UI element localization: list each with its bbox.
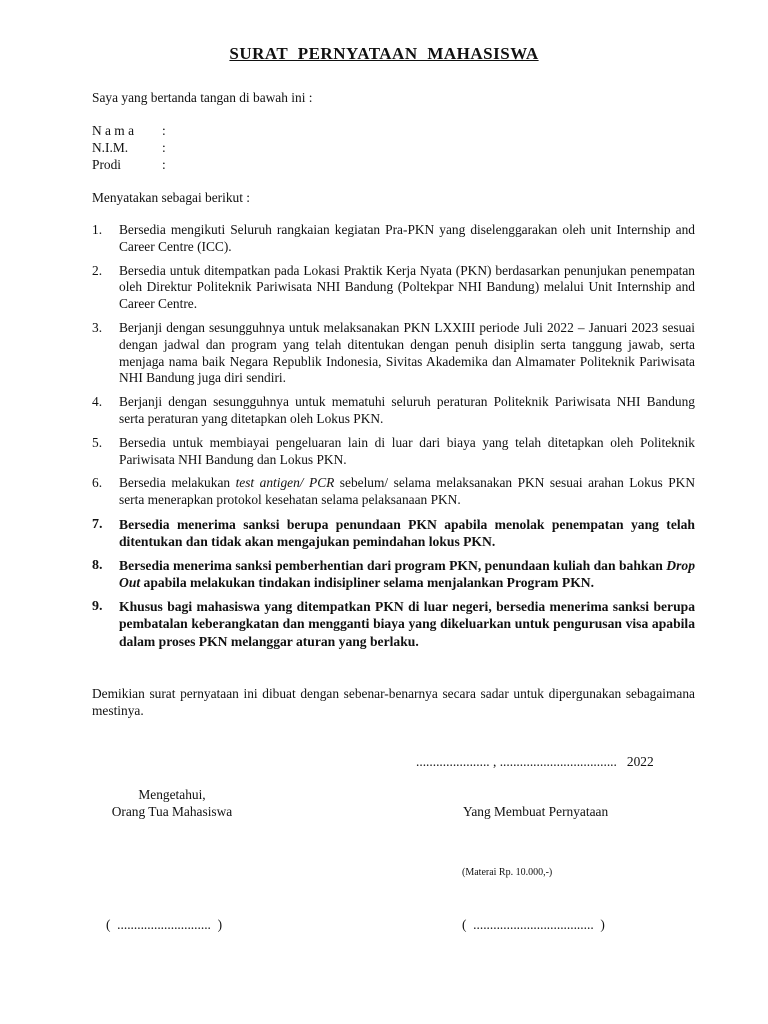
left-signature-heading: Mengetahui,: [138, 787, 206, 802]
item-text: [119, 557, 695, 592]
item-number: 9.: [92, 598, 103, 614]
list-item: [92, 263, 695, 313]
item-text-part: Bersedia melakukan: [119, 475, 236, 491]
field-label: Prodi: [92, 157, 122, 172]
item-text: Bersedia untuk ditempatkan pada Lokasi Praktik Kerja Nyata (PKN) berdasarkan penunjukan penempatan oleh Direktur Politeknik Pariwisata NHI Bandung (Poltekpar NHI Bandung) melalui Unit Internship and Career Centre.: [119, 262, 695, 312]
item-text: Berjanji dengan sesungguhnya untuk melaksanakan PKN LXXIII periode Juli 2022 – Januari 2023 sesuai dengan jadwal dan program yang telah ditentukan dengan penuh disiplin serta tanggung jawab, serta menjaga nama baik Negara Republik Indonesia, Sivitas Akademika dan Almamater Politeknik Pariwisata NHI Bandung juga diri sendiri.: [119, 319, 695, 386]
item-text-part: apabila melakukan tindakan indisipliner selama menjalankan Program PKN.: [140, 575, 594, 591]
document-title: [0, 44, 768, 64]
closing-text: Demikian surat pernyataan ini dibuat dengan sebenar-benarnya secara sadar untuk dipergunakan sebagaimana mestinya.: [92, 686, 695, 718]
field-separator: :: [162, 140, 166, 155]
list-item: [92, 435, 695, 469]
item-text-part: Bersedia menerima sanksi pemberhentian dari program PKN, penundaan kuliah dan bahkan: [119, 557, 667, 573]
item-number: 4.: [92, 394, 103, 410]
item-text: Bersedia menerima sanksi berupa penundaan PKN apabila menolak penempatan yang telah ditentukan dan tidak akan mengajukan pemindahan lokus PKN.: [119, 516, 695, 550]
item-text: Bersedia untuk membiayai pengeluaran lain di luar dari biaya yang telah ditetapkan oleh Politeknik Pariwisata NHI Bandung dan Lokus PKN.: [119, 434, 695, 467]
field-nim: [92, 139, 166, 156]
item-text: Berjanji dengan sesungguhnya untuk mematuhi seluruh peraturan Politeknik Pariwisata NHI Bandung serta peraturan yang ditetapkan oleh Lokus PKN.: [119, 394, 695, 426]
item-number: 6.: [92, 475, 103, 491]
document-title-text: SURAT PERNYATAAN MAHASISWA: [229, 44, 539, 63]
list-item: [92, 475, 695, 509]
statement-list: [92, 222, 695, 650]
item-number: 7.: [92, 516, 103, 532]
right-signature-role: Yang Membuat Pernyataan: [463, 804, 609, 819]
item-text-emphasis: test antigen/ PCR: [235, 475, 335, 491]
statement-intro: Menyatakan sebagai berikut :: [92, 190, 251, 205]
list-item: [92, 557, 695, 592]
list-item: [92, 320, 695, 387]
date-place-line: ...................... , ................................... 2022: [416, 754, 654, 769]
materai-label: (Materai Rp. 10.000,-): [462, 867, 553, 878]
left-signature-role: Orang Tua Mahasiswa: [111, 804, 233, 819]
item-number: 1.: [92, 222, 103, 237]
field-label: N.I.M.: [92, 140, 129, 155]
item-number: 2.: [92, 262, 103, 278]
list-item: [92, 516, 695, 551]
intro-text: Saya yang bertanda tangan di bawah ini :: [92, 90, 313, 105]
left-signature-name-line: ( ............................ ): [106, 917, 223, 932]
item-number: 3.: [92, 319, 103, 335]
item-text: Bersedia mengikuti Seluruh rangkaian kegiatan Pra-PKN yang diselenggarakan oleh unit Internship and Career Centre (ICC).: [119, 222, 695, 254]
field-separator: :: [162, 123, 166, 138]
field-label: N a m a: [92, 123, 135, 138]
right-signature-name-line: ( .................................... ): [462, 917, 605, 932]
item-text-part: sebelum/ selama melaksanakan PKN sesuai arahan Lokus PKN serta menerapkan protokol kesehatan selama pelaksanaan PKN.: [119, 475, 696, 508]
list-item: [92, 598, 695, 651]
item-text: Khusus bagi mahasiswa yang ditempatkan PKN di luar negeri, bersedia menerima sanksi berupa pembatalan keberangkatan dan mengganti biaya yang dikeluarkan untuk pengurusan visa apabila dalam proses PKN melanggar aturan yang berlaku.: [119, 598, 695, 649]
field-nama: [92, 122, 166, 139]
list-item: [92, 222, 695, 256]
item-number: 5.: [92, 434, 103, 450]
field-separator: :: [162, 157, 166, 172]
item-number: 8.: [92, 557, 103, 573]
field-prodi: [92, 156, 166, 173]
item-text: [119, 475, 695, 509]
item-text-emphasis: Drop Out: [119, 557, 695, 591]
list-item: [92, 394, 695, 428]
